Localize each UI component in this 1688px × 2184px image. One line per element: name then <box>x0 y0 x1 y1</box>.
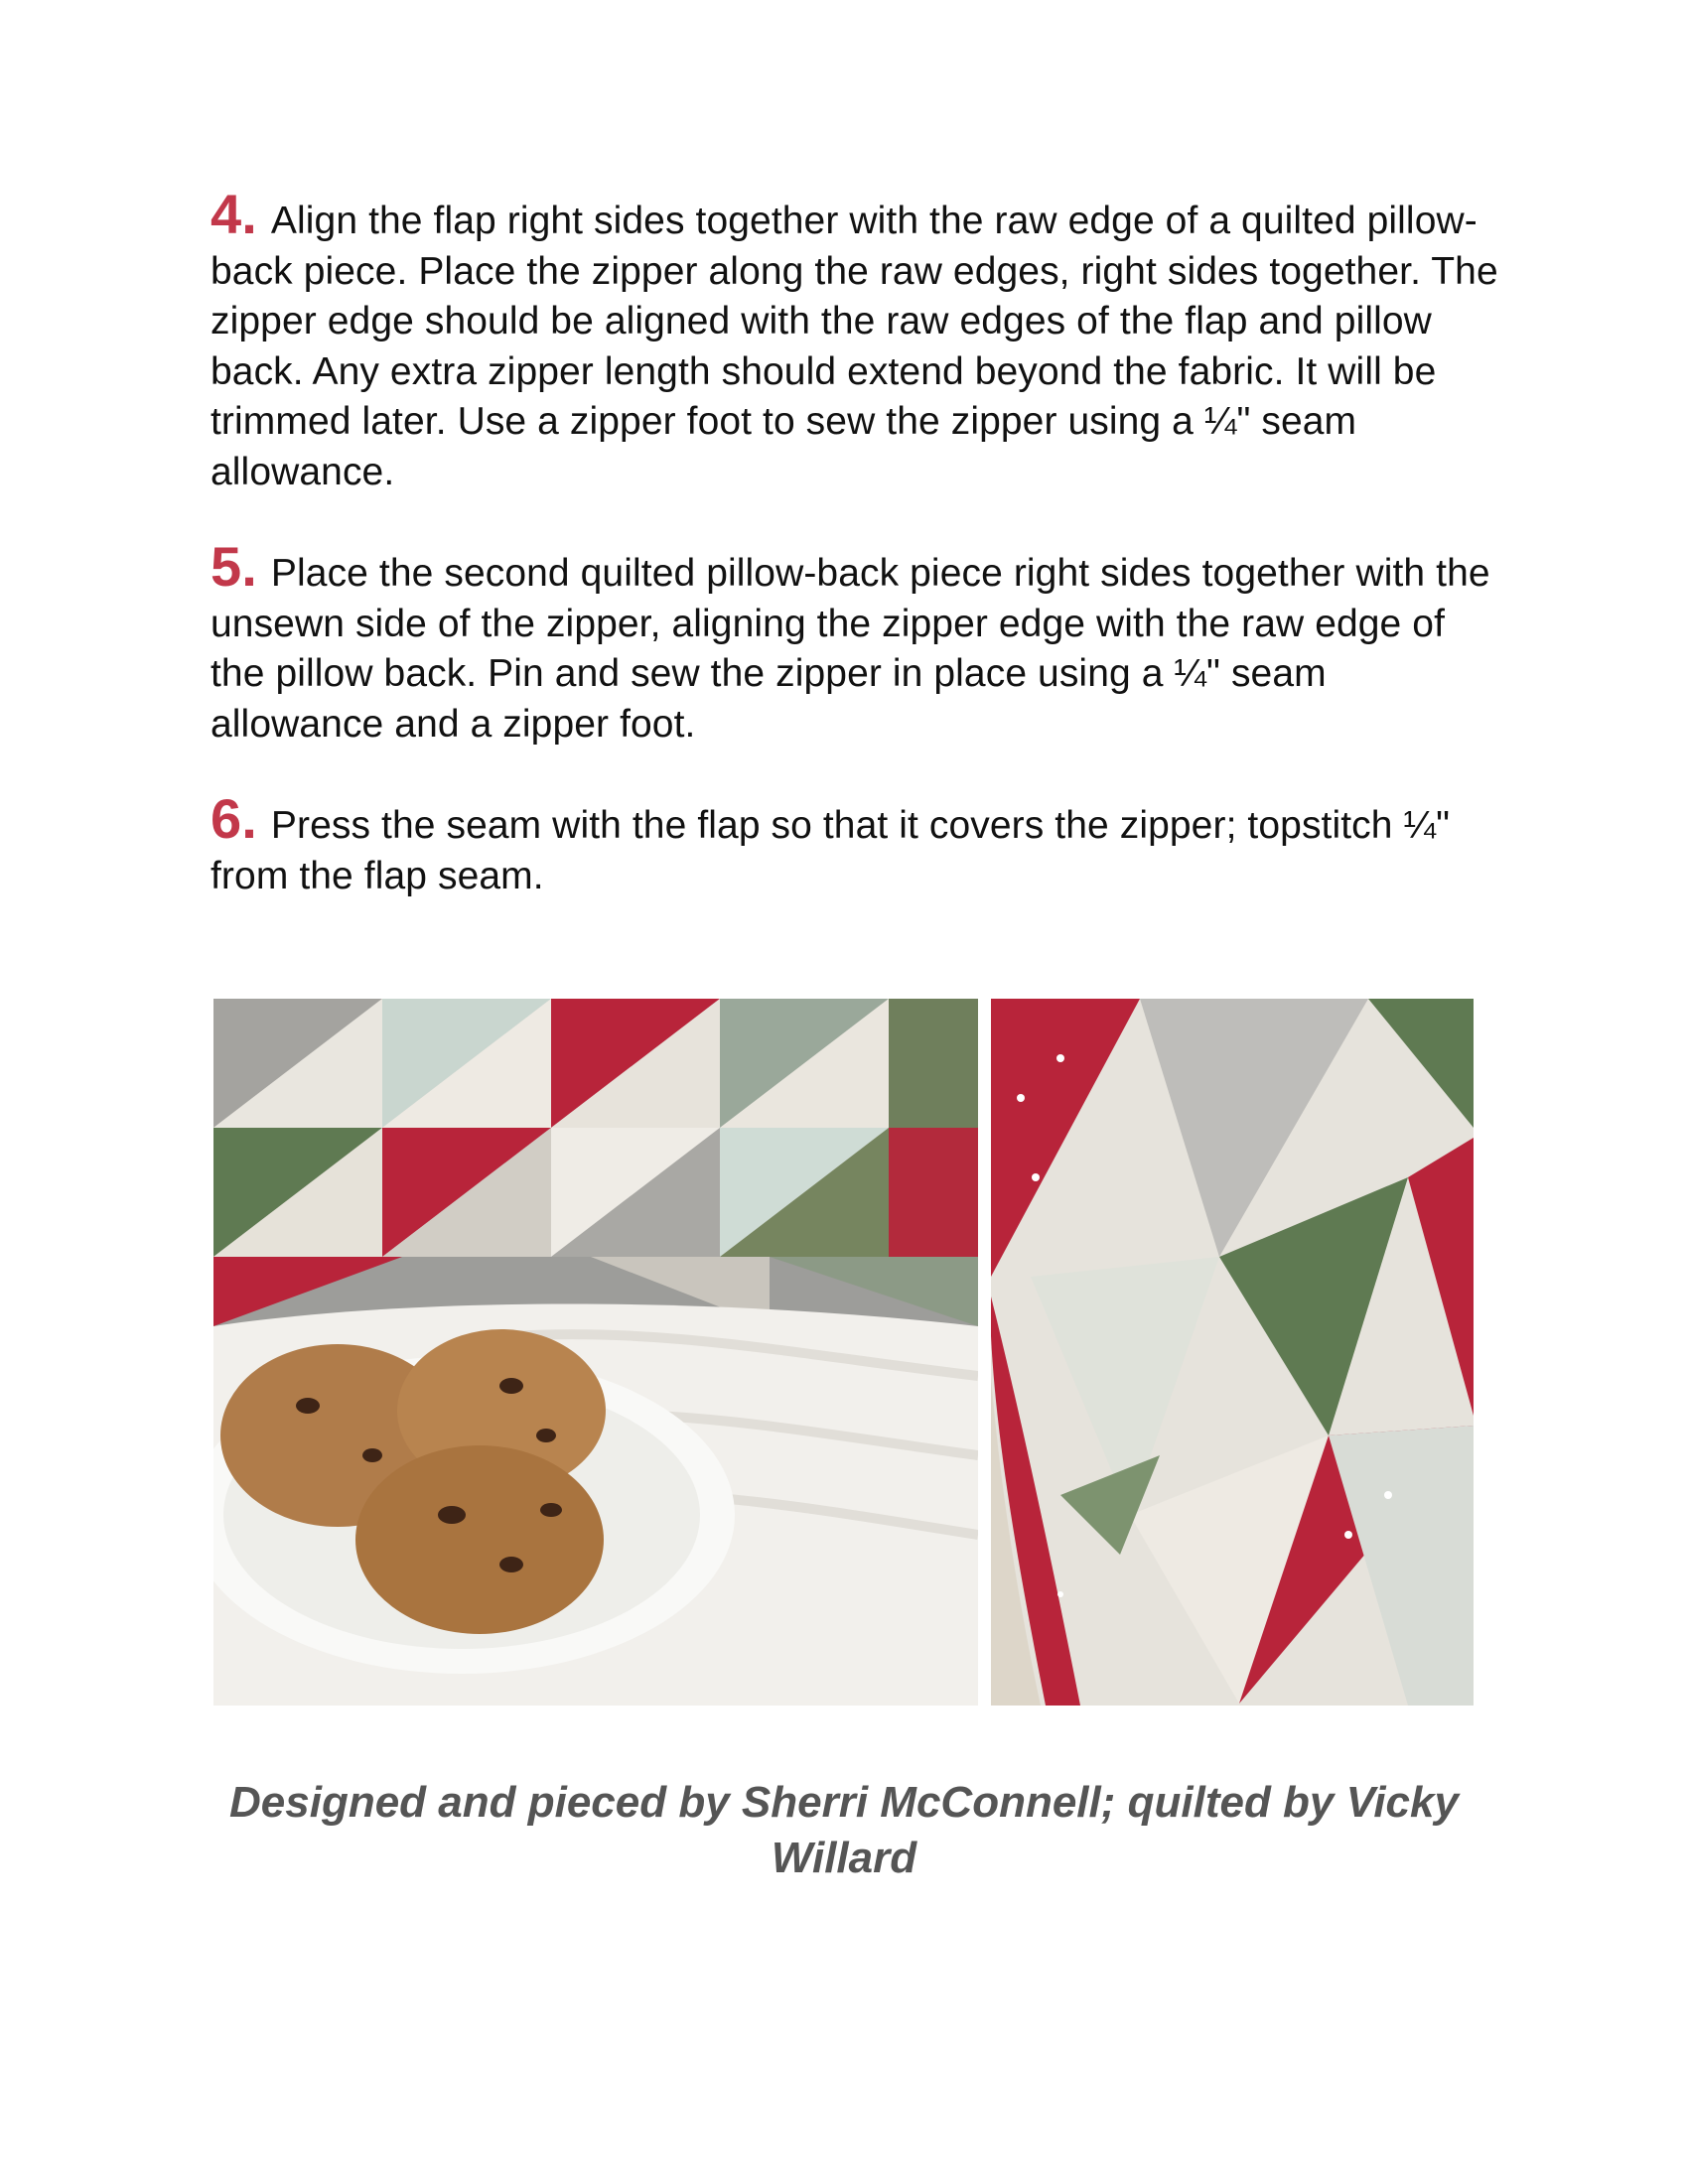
photo-caption: Designed and pieced by Sherri McConnell; quilted by Vicky Willard <box>229 1778 1459 1882</box>
step-text: Align the flap right sides together with the raw edge of a quilted pillow-back piece. Place the zipper along the raw edges, right sides together. The zipper edge should be aligned with the raw edges of the flap and pillow back. Any extra zipper length should extend beyond the fabric. It will be trimmed later. Use a zipper foot to sew the zipper using a ¼" seam allowance. <box>211 200 1498 493</box>
step-number: 4. <box>211 183 257 245</box>
step-6 <box>211 787 1501 901</box>
step-5 <box>211 535 1501 750</box>
step-text: Place the second quilted pillow-back piece right sides together with the unsewn side of the zipper, aligning the zipper edge with the raw edge of the pillow back. Pin and sew the zipper in place using a ¼" seam allowance and a zipper foot. <box>211 552 1490 746</box>
step-number: 5. <box>211 535 257 598</box>
instruction-steps <box>211 183 1501 951</box>
step-text: Press the seam with the flap so that it covers the zipper; topstitch ¼" from the flap seam. <box>211 804 1451 897</box>
quilt-closeup-photo <box>991 999 1474 1706</box>
step-4 <box>211 183 1501 497</box>
quilt-cookies-photo <box>213 999 978 1706</box>
step-number: 6. <box>211 787 257 850</box>
